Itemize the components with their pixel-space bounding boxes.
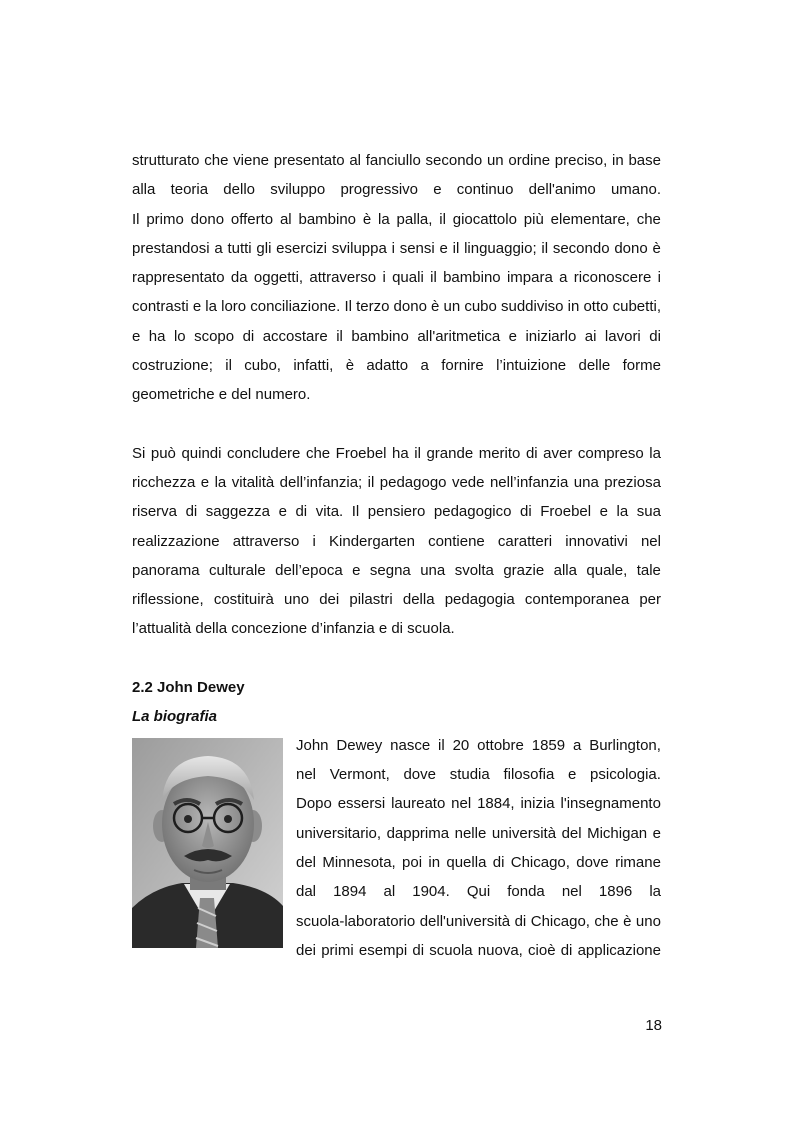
portrait-photo — [132, 738, 283, 948]
text-line: strutturato che viene presentato al fanciullo secondo un ordine preciso, in base — [132, 152, 661, 169]
paragraph-froebel-gifts — [132, 146, 661, 410]
text-line: Si può quindi concludere che Froebel ha il grande merito di aver compreso la — [132, 444, 661, 462]
text-line: nel Vermont, dove studia filosofia e psicologia. — [296, 766, 661, 784]
biography-block — [132, 731, 661, 971]
text-line: l’attualità della concezione d’infanzia e di scuola. — [132, 620, 455, 638]
text-line: dal 1894 al 1904. Qui fonda nel 1896 la — [296, 883, 661, 901]
biography-text — [296, 731, 661, 965]
text-line: riserva di saggezza e di vita. Il pensiero pedagogico di Froebel e la sua — [132, 503, 661, 521]
text-line: ricchezza e la vitalità dell’infanzia; il pedagogo vede nell’infanzia una preziosa — [132, 473, 661, 491]
paragraph-gap — [132, 410, 661, 439]
text-line: realizzazione attraverso i Kindergarten contiene caratteri innovativi nel — [132, 532, 661, 550]
paragraph-gap — [132, 644, 661, 673]
text-line: Dopo essersi laureato nel 1884, inizia l'insegnamento — [296, 795, 661, 813]
text-line: dei primi esempi di scuola nuova, cioè di applicazione — [296, 941, 661, 959]
text-line: e ha lo scopo di accostare il bambino all'aritmetica e iniziarlo ai lavori di — [132, 327, 661, 345]
section-subheading: La biografia — [132, 707, 218, 725]
text-line: panorama culturale dell’epoca e segna una svolta grazie alla quale, tale — [132, 561, 661, 579]
text-line: costruzione; il cubo, infatti, è adatto a fornire l’intuizione delle forme — [132, 357, 661, 375]
page-content — [132, 146, 661, 971]
paragraph-froebel-conclusion — [132, 439, 661, 644]
text-line: del Minnesota, poi in quella di Chicago, dove rimane — [296, 853, 661, 871]
text-line: contrasti e la loro conciliazione. Il terzo dono è un cubo suddiviso in otto cubetti, — [132, 298, 661, 316]
text-line: Il primo dono offerto al bambino è la palla, il giocattolo più elementare, che — [132, 210, 661, 228]
text-line: geometriche e del numero. — [132, 386, 311, 404]
portrait-image — [132, 738, 283, 948]
text-line: universitario, dapprima nelle università del Michigan e — [296, 824, 661, 842]
text-line: scuola-laboratorio dell'università di Chicago, che è uno — [296, 912, 661, 930]
text-line: prestandosi a tutti gli esercizi sviluppa i sensi e il linguaggio; il secondo dono è — [132, 239, 661, 257]
page-number: 18 — [645, 1017, 662, 1034]
text-line: John Dewey nasce il 20 ottobre 1859 a Burlington, — [296, 736, 661, 754]
text-line: alla teoria dello sviluppo progressivo e continuo dell'animo umano. — [132, 181, 661, 199]
section-heading: 2.2 John Dewey — [132, 678, 245, 696]
text-line: rappresentato da oggetti, attraverso i quali il bambino impara a riconoscere i — [132, 269, 661, 287]
text-line: riflessione, costituirà uno dei pilastri della pedagogia contemporanea per — [132, 591, 661, 609]
